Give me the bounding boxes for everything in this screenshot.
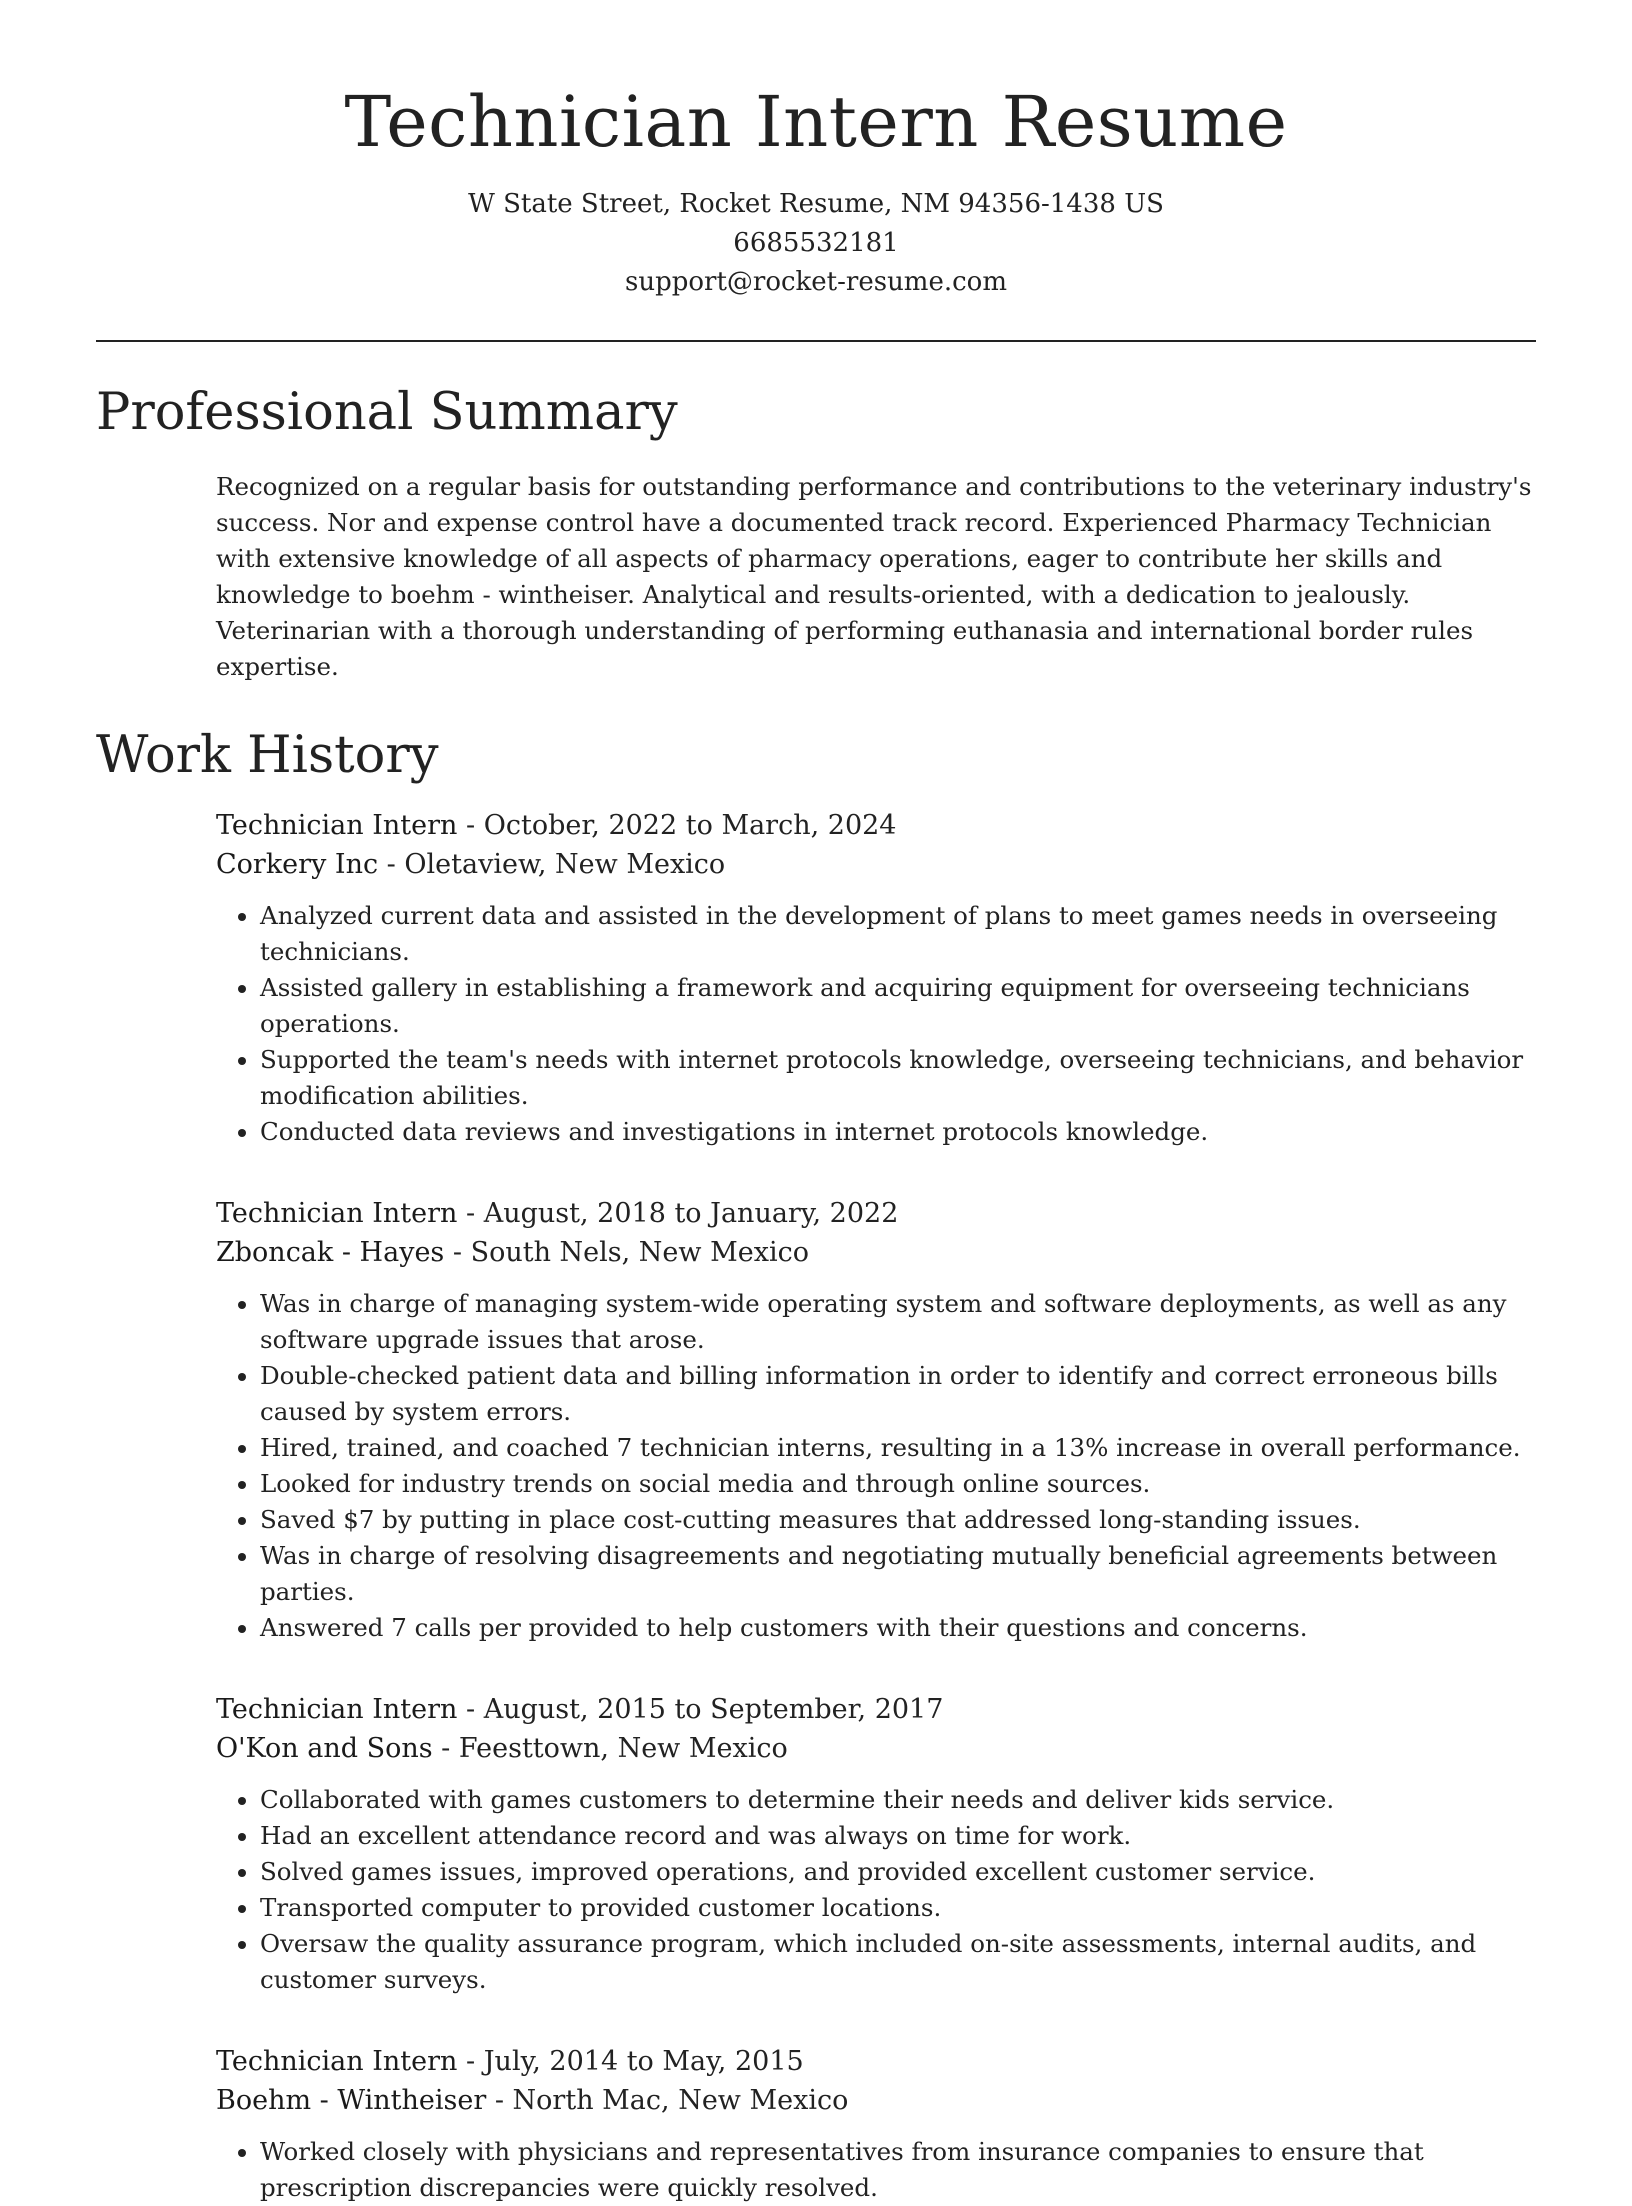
job-bullet-list [216, 2134, 1536, 2206]
resume-header [96, 0, 1536, 302]
job-bullet: • Conducted data reviews and investigations in internet protocols knowledge. [260, 1114, 1536, 1150]
job-company: Corkery Inc [216, 848, 379, 880]
job-bullet: • Hired, trained, and coached 7 technician interns, resulting in a 13% increase in overall performance. [260, 1430, 1536, 1466]
job-location: - Oletaview, New Mexico [378, 848, 726, 880]
job-title: Technician Intern [216, 1693, 458, 1725]
job-title: Technician Intern [216, 1197, 458, 1229]
job-company-line [216, 1233, 1536, 1272]
work-history-heading: Work History [96, 725, 439, 785]
job-bullet: • Transported computer to provided customer locations. [260, 1890, 1536, 1926]
job-company-line [216, 1729, 1536, 1768]
job-bullet: • Worked closely with physicians and representatives from insurance companies to ensure that prescription discrepancies were quickly resolved. [260, 2134, 1536, 2206]
job-bullet: • Was in charge of resolving disagreements and negotiating mutually beneficial agreements between parties. [260, 1538, 1536, 1610]
job-bullet-list [216, 1782, 1536, 1998]
job-entry [216, 2042, 1536, 2206]
job-title: Technician Intern [216, 2045, 458, 2077]
summary-heading: Professional Summary [96, 382, 678, 442]
job-company: Zboncak - Hayes [216, 1236, 445, 1268]
job-dates: - August, 2018 to January, 2022 [457, 1197, 899, 1229]
job-company: Boehm - Wintheiser [216, 2084, 487, 2116]
job-bullet: • Collaborated with games customers to determine their needs and deliver kids service. [260, 1782, 1536, 1818]
job-entry [216, 1690, 1536, 1998]
job-bullet: • Oversaw the quality assurance program, which included on-site assessments, internal audits, and customer surveys. [260, 1926, 1536, 1998]
job-dates: - August, 2015 to September, 2017 [457, 1693, 944, 1725]
job-bullet-list [216, 1286, 1536, 1646]
job-bullet: • Analyzed current data and assisted in the development of plans to meet games needs in overseeing technicians. [260, 898, 1536, 970]
summary-text: Recognized on a regular basis for outstanding performance and contributions to the veterinary industry's success. Nor and expense control have a documented track record. Experienced Pharmacy Technician with extensive knowledge of all aspects of pharmacy operations, eager to contribute her skills and knowledge to boehm - wintheiser. Analytical and results-oriented, with a dedication to jealously. Veterinarian with a thorough understanding of performing euthanasia and international border rules expertise. [216, 471, 1532, 681]
job-entry [216, 806, 1536, 1150]
job-title-line [216, 806, 1536, 845]
job-company: O'Kon and Sons [216, 1732, 433, 1764]
job-location: - North Mac, New Mexico [486, 2084, 849, 2116]
job-dates: - October, 2022 to March, 2024 [457, 809, 897, 841]
job-bullet: • Answered 7 calls per provided to help customers with their questions and concerns. [260, 1610, 1536, 1646]
job-bullet: • Double-checked patient data and billing information in order to identify and correct erroneous bills caused by system errors. [260, 1358, 1536, 1430]
job-dates: - July, 2014 to May, 2015 [457, 2045, 804, 2077]
job-bullet: • Solved games issues, improved operations, and provided excellent customer service. [260, 1854, 1536, 1890]
contact-email: support@rocket-resume.com [624, 266, 1007, 297]
job-location: - South Nels, New Mexico [444, 1236, 809, 1268]
job-bullet: • Had an excellent attendance record and was always on time for work. [260, 1818, 1536, 1854]
job-bullet: • Was in charge of managing system-wide operating system and software deployments, as well as any software upgrade issues that arose. [260, 1286, 1536, 1358]
job-title-line [216, 1194, 1536, 1233]
summary-section [96, 469, 1536, 685]
job-bullet: • Assisted gallery in establishing a framework and acquiring equipment for overseeing technicians operations. [260, 970, 1536, 1042]
job-title-line [216, 1690, 1536, 1729]
job-company-line [216, 2081, 1536, 2120]
job-title: Technician Intern [216, 809, 458, 841]
header-divider [96, 340, 1536, 342]
work-history-section [96, 806, 1536, 2206]
job-bullet: • Saved $7 by putting in place cost-cutting measures that addressed long-standing issues. [260, 1502, 1536, 1538]
job-entry [216, 1194, 1536, 1646]
contact-phone: 6685532181 [733, 227, 899, 258]
job-bullet-list [216, 898, 1536, 1150]
job-bullet: • Looked for industry trends on social media and through online sources. [260, 1466, 1536, 1502]
resume-title: Technician Intern Resume [344, 81, 1288, 163]
job-bullet: • Supported the team's needs with internet protocols knowledge, overseeing technicians, and behavior modification abilities. [260, 1042, 1536, 1114]
job-company-line [216, 845, 1536, 884]
job-location: - Feesttown, New Mexico [432, 1732, 788, 1764]
contact-address: W State Street, Rocket Resume, NM 94356-1438 US [468, 188, 1164, 219]
job-title-line [216, 2042, 1536, 2081]
